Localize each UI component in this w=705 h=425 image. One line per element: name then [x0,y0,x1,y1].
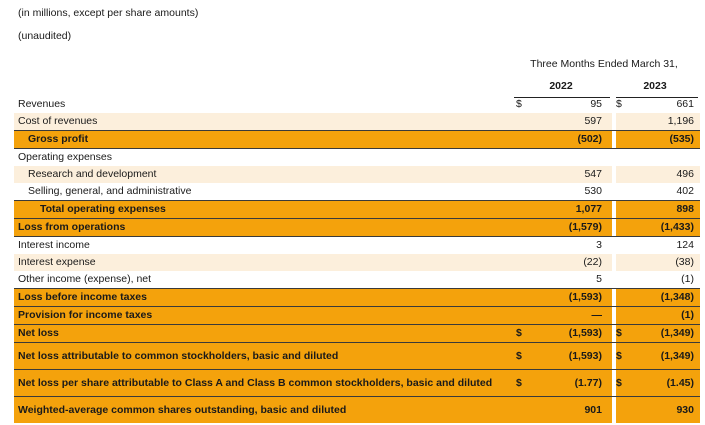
value-2023: (1) [681,273,694,285]
income-statement-table [14,96,700,423]
value-2023: (1,349) [628,342,700,369]
row-loss-before-income-taxes [14,288,700,306]
value-2023: 1,196 [628,113,700,130]
row-label: Interest income [14,236,516,254]
row-interest-expense [14,254,700,271]
value-2022: 5 [596,273,602,285]
value-2023: 496 [628,166,700,183]
row-label: Gross profit [14,130,516,148]
currency-symbol [616,148,628,166]
value-2022: (1,593) [528,288,612,306]
currency-symbol [616,271,628,288]
row-label: Net loss per share attributable to Class A and Class B common stockholders, basic and diluted [14,369,516,396]
row-weighted-average-shares [14,396,700,423]
row-gross-profit [14,130,700,148]
currency-symbol [616,306,628,324]
currency-symbol: $ [516,324,528,342]
currency-symbol [516,306,528,324]
currency-symbol [516,271,528,288]
row-label: Interest expense [14,254,516,271]
row-label: Net loss attributable to common stockholders, basic and diluted [14,342,516,369]
value-2022: (1,593) [528,324,612,342]
currency-symbol [616,200,628,218]
value-2022: (1,593) [528,342,612,369]
value-2023: 124 [628,236,700,254]
currency-symbol: $ [616,98,622,110]
row-net-loss [14,324,700,342]
value-2023: 930 [628,396,700,423]
value-2022: (1.77) [528,369,612,396]
row-interest-income [14,236,700,254]
currency-symbol [516,218,528,236]
value-2023: (535) [628,130,700,148]
row-selling-general-administrative [14,183,700,200]
row-label: Cost of revenues [14,113,516,130]
currency-symbol [616,288,628,306]
currency-symbol: $ [616,342,628,369]
value-2022: 547 [528,166,612,183]
row-label: Research and development [14,166,516,183]
row-label: Net loss [14,324,516,342]
value-2022: 597 [528,113,612,130]
row-loss-from-operations [14,218,700,236]
row-label: Total operating expenses [14,200,516,218]
row-label: Other income (expense), net [18,273,152,285]
currency-symbol [516,183,528,200]
row-net-loss-per-share [14,369,700,396]
value-2023: 402 [676,185,694,197]
row-label: Revenues [18,98,66,110]
row-research-and-development [14,166,700,183]
unaudited-note: (unaudited) [18,30,72,42]
value-2023: (1,433) [628,218,700,236]
value-2023: (1,349) [628,324,700,342]
row-total-operating-expenses [14,200,700,218]
currency-symbol [616,236,628,254]
currency-symbol [516,254,528,271]
currency-symbol [616,218,628,236]
currency-symbol: $ [516,369,528,396]
currency-symbol [616,130,628,148]
units-note: (in millions, except per share amounts) [18,7,199,19]
currency-symbol [516,288,528,306]
currency-symbol [516,200,528,218]
currency-symbol [516,396,528,423]
row-label: Weighted-average common shares outstanding, basic and diluted [14,396,516,423]
year-header-2022: 2022 [549,80,573,92]
value-2022: 1,077 [528,200,612,218]
value-2022 [528,148,612,166]
value-2023: (38) [628,254,700,271]
row-net-loss-attributable [14,342,700,369]
currency-symbol [516,113,528,130]
row-operating-expenses [14,148,700,166]
currency-symbol [616,254,628,271]
currency-symbol: $ [616,369,628,396]
value-2022: 95 [590,98,602,110]
value-2023: (1,348) [628,288,700,306]
value-2022: (1,579) [528,218,612,236]
row-label: Loss from operations [14,218,516,236]
value-2023: 661 [676,98,694,110]
currency-symbol [516,130,528,148]
value-2022: (22) [528,254,612,271]
value-2023: 898 [628,200,700,218]
value-2022: — [528,306,612,324]
currency-symbol: $ [516,98,522,110]
currency-symbol [516,148,528,166]
value-2023: (1) [628,306,700,324]
currency-symbol [616,166,628,183]
row-label: Selling, general, and administrative [28,185,192,197]
currency-symbol [616,396,628,423]
currency-symbol [616,113,628,130]
value-2023 [628,148,700,166]
value-2023: (1.45) [628,369,700,396]
row-label: Provision for income taxes [14,306,516,324]
currency-symbol [516,166,528,183]
period-header: Three Months Ended March 31, [530,58,678,70]
currency-symbol: $ [516,342,528,369]
row-revenues [14,96,700,113]
row-provision-for-income-taxes [14,306,700,324]
value-2022: 530 [584,185,602,197]
currency-symbol [516,236,528,254]
row-label: Loss before income taxes [14,288,516,306]
currency-symbol: $ [616,324,628,342]
value-2022: 901 [528,396,612,423]
value-2022: 3 [528,236,612,254]
row-other-income [14,271,700,288]
row-cost-of-revenues [14,113,700,130]
row-label: Operating expenses [14,148,516,166]
year-header-2023: 2023 [643,80,667,92]
value-2022: (502) [528,130,612,148]
currency-symbol [616,183,628,200]
